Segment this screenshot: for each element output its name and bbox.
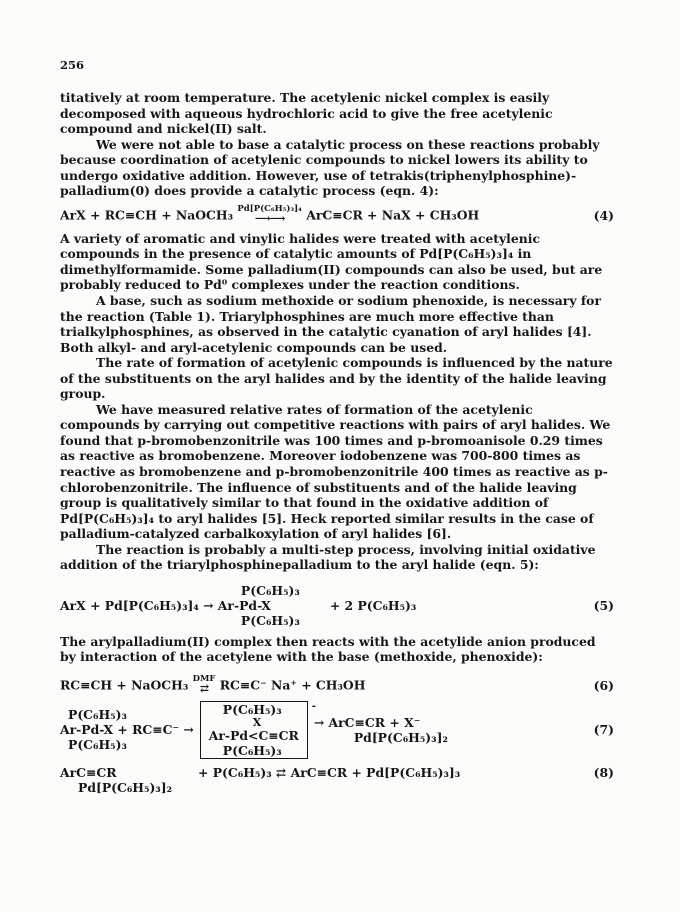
eq7-br-mid: Ar-Pd bbox=[208, 727, 249, 743]
eq6-number: (6) bbox=[593, 678, 614, 694]
eq6-solvent: DMF bbox=[192, 673, 216, 684]
paragraph-3: A variety of aromatic and vinylic halides were treated with acetylenic compounds in the presence of catalytic amounts of Pd[P(C₆H₅)₃]₄ in dimethylformamide. Some palladium(II) compounds can also be used, but are probably reduced to Pd⁰ complexes under the reaction conditions. bbox=[60, 230, 603, 293]
eq7-mid: Ar-Pd-X + RC≡C⁻ → bbox=[60, 722, 194, 738]
article-body bbox=[60, 90, 614, 801]
eq8-number: (8) bbox=[593, 764, 614, 780]
eq5-ligands bbox=[241, 583, 300, 628]
eq8-lhs: ArC≡CR bbox=[60, 764, 117, 780]
paragraph-6: We have measured relative rates of formation of the acetylenic compounds by carrying out competitive reactions with pairs of aryl halides. We found that p-bromobenzonitrile was 100 times and p-bromoanisole 0.29 times as reactive as bromobenzene. Moreover iodobenzene was 700-800 times as reactive as bromobenzene and p-bromobenzonitrile 400 times as reactive as p-chlorobenzonitrile. The influence of substituents and of the halide leaving group is qualitatively similar to that found in the oxidative addition of Pd[P(C₆H₅)₃]₄ to aryl halides [5]. Heck reported similar results in the case of palladium-catalyzed carbalkoxylation of aryl halides [6]. bbox=[60, 401, 611, 542]
eq6-lhs: RC≡CH + NaOCH₃ bbox=[60, 677, 189, 693]
eq4-rhs: ArC≡CR + NaX + CH₃OH bbox=[306, 207, 480, 223]
eq7-br-cr: C≡CR bbox=[258, 727, 299, 743]
eq5-top-ligand: P(C₆H₅)₃ bbox=[240, 582, 300, 598]
eq5-bottom-ligand: P(C₆H₅)₃ bbox=[240, 612, 300, 628]
eq7-top-ligand: P(C₆H₅)₃ bbox=[68, 707, 127, 723]
eq7-intermediate-stack: P(C₆H₅)₃ X Ar-Pd<C≡CR P(C₆H₅)₃ bbox=[208, 701, 299, 758]
eq4-catalyst: Pd[P(C₆H₅)₃]₄ bbox=[237, 203, 302, 214]
eq7-products bbox=[314, 715, 448, 745]
eq7-intermediate bbox=[200, 700, 316, 759]
equation-4 bbox=[60, 203, 614, 225]
eq7-rhs: → ArC≡CR + X⁻ bbox=[313, 714, 421, 730]
eq7-charge: - bbox=[311, 700, 316, 712]
eq6-rhs: RC≡C⁻ Na⁺ + CH₃OH bbox=[219, 677, 366, 693]
eq6-arrow bbox=[193, 675, 216, 693]
paragraph-4: A base, such as sodium methoxide or sodium phenoxide, is necessary for the reaction (Table 1). Triarylphosphines are much more effective than trialkylphosphines, as observed in the catalytic cyanation of aryl halides [4]. Both alkyl- and aryl-acetylenic compounds can be used. bbox=[60, 293, 601, 355]
eq8-rhs: + P(C₆H₅)₃ ⇄ ArC≡CR + Pd[P(C₆H₅)₃]₃ bbox=[198, 764, 461, 780]
eq5-number: (5) bbox=[593, 597, 614, 613]
eq7-reactant bbox=[60, 707, 194, 752]
equilibrium-arrow-icon: ⇄ bbox=[199, 681, 209, 695]
equation-5 bbox=[60, 583, 614, 628]
eq7-br-x: X bbox=[252, 715, 262, 729]
paragraph-2: We were not able to base a catalytic process on these reactions probably because coordination of acetylenic compounds to nickel lowers its ability to undergo oxidative addition. However, use of tetrakis(triphenylphosphine)-palladium(0) does provide a catalytic process (eqn. 4): bbox=[60, 136, 600, 199]
paragraph-1: titatively at room temperature. The acetylenic nickel complex is easily decomposed with aqueous hydrochloric acid to give the free acetylenic compound and nickel(II) salt. bbox=[60, 90, 553, 137]
eq8-lhs-bottom: Pd[P(C₆H₅)₃]₂ bbox=[78, 779, 173, 795]
equation-6 bbox=[60, 673, 614, 695]
page-number: 256 bbox=[60, 58, 85, 72]
eq4-arrow bbox=[237, 205, 302, 223]
paragraph-7: The reaction is probably a multi-step process, involving initial oxidative addition of the triarylphosphinepalladium to the aryl halide (eqn. 5): bbox=[60, 541, 596, 573]
paragraph-5: The rate of formation of acetylenic compounds is influenced by the nature of the substituents on the aryl halides and by the identity of the halide leaving group. bbox=[60, 355, 613, 402]
eq5-rhs: + 2 P(C₆H₅)₃ bbox=[329, 597, 417, 613]
eq7-br-top: P(C₆H₅)₃ bbox=[222, 701, 282, 717]
right-arrow-icon: ⟶⟶ bbox=[254, 211, 285, 225]
eq7-br-bottom: P(C₆H₅)₃ bbox=[222, 742, 282, 758]
eq7-bottom-ligand: P(C₆H₅)₃ bbox=[68, 737, 127, 753]
eq4-number: (4) bbox=[593, 208, 614, 224]
eq4-lhs: ArX + RC≡CH + NaOCH₃ bbox=[60, 207, 234, 223]
equation-8 bbox=[60, 765, 614, 795]
eq8-reactant bbox=[60, 765, 172, 795]
equation-7 bbox=[60, 701, 614, 759]
eq7-rhs-bottom: Pd[P(C₆H₅)₃]₂ bbox=[353, 729, 448, 745]
eq7-number: (7) bbox=[593, 722, 614, 738]
eq5-lhs: ArX + Pd[P(C₆H₅)₃]₄ → Ar-Pd-X bbox=[60, 597, 271, 613]
paragraph-8: The arylpalladium(II) complex then reacts with the acetylide anion produced by interaction of the acetylene with the base (methoxide, phenoxide): bbox=[60, 633, 596, 665]
